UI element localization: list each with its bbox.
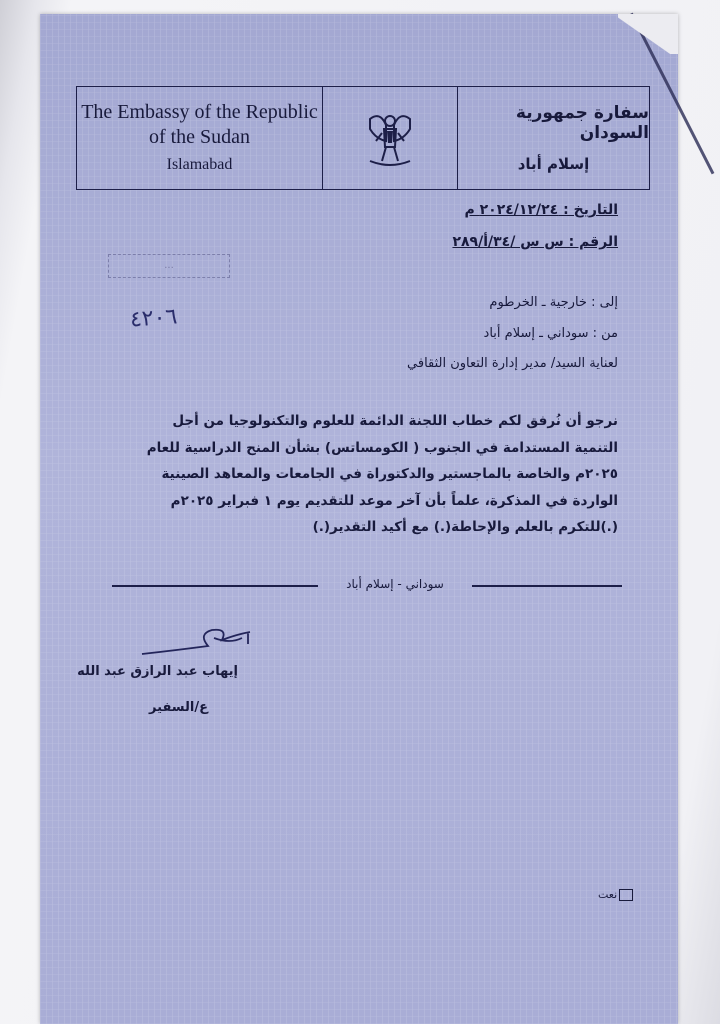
emblem-cell: [323, 87, 458, 189]
letter-reference: الرقم : س س /٣٤/أ/٢٨٩: [452, 234, 618, 250]
letterhead-english: [77, 87, 323, 189]
letterhead-arabic: [458, 87, 649, 189]
embassy-city: Islamabad: [166, 156, 233, 173]
separator-line-left: [112, 585, 318, 587]
address-from: من : سوداني ـ إسلام أباد: [483, 326, 618, 341]
embassy-name-line2: of the Sudan: [148, 126, 251, 148]
secretary-bird-emblem-icon: [362, 107, 418, 169]
embassy-name-line1: The Embassy of the Republic: [81, 101, 318, 123]
footer-mark-text: نعت: [598, 888, 618, 901]
signature-icon: [138, 620, 268, 660]
address-attention: لعناية السيد/ مدير إدارة التعاون الثقافي: [407, 356, 618, 371]
signatory-name: إيهاب عبد الرازق عبد الله: [77, 664, 238, 679]
letter-date: التاريخ : ٢٠٢٤/١٢/٢٤ م: [464, 202, 618, 218]
paper-corner: [618, 14, 678, 54]
embassy-name-arabic: سفارة جمهورية السودان: [515, 103, 649, 143]
faded-stamp: ...: [108, 254, 230, 278]
letterhead: [76, 86, 650, 190]
embassy-city-arabic: إسلام أباد: [517, 155, 590, 173]
body-line: (.)للتكرم بالعلم والإحاطة(.) مع أكيد التقدير(.): [312, 519, 618, 535]
body-line: التنمية المستدامة في الجنوب ( الكومساتس) بشأن المنح الدراسية للعام: [146, 439, 618, 456]
address-to: إلى : خارجية ـ الخرطوم: [489, 295, 618, 310]
body-line: ٢٠٢٥م والخاصة بالماجستير والدكتوراة في الجامعات والمعاهد الصينية: [161, 466, 618, 482]
letter-body: [103, 408, 618, 541]
separator-line-right: [472, 585, 622, 587]
handwritten-number: ٤٢٠٦: [129, 304, 179, 333]
body-line: نرجو أن نُرفق لكم خطاب اللجنة الدائمة للعلوم والتكنولوجيا من أجل: [172, 413, 618, 429]
signatory-title: ع/السفير: [149, 700, 208, 715]
separator-text: سوداني - إسلام أباد: [346, 577, 444, 591]
body-line: الواردة في المذكرة، علماً بأن آخر موعد للتقديم يوم ١ فبراير ٢٠٢٥م: [170, 492, 618, 509]
box-icon: [619, 889, 633, 901]
footer-mark: [598, 888, 633, 901]
